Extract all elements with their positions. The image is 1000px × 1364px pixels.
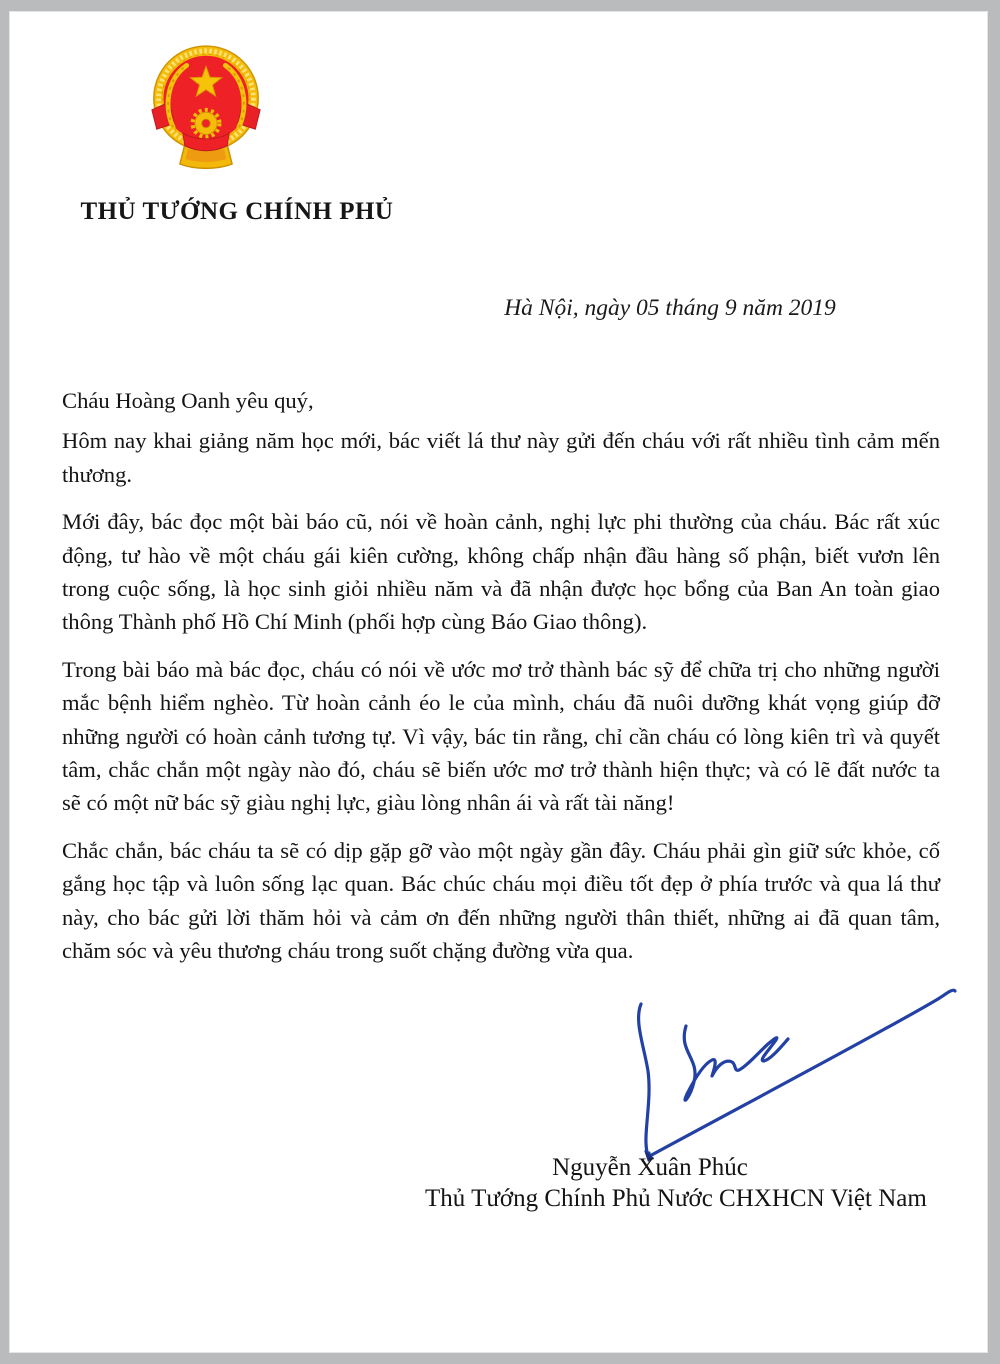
letter-paragraph: Chắc chắn, bác cháu ta sẽ có dịp gặp gỡ vào một ngày gần đây. Cháu phải gìn giữ sức khỏe, cố gắng học tập và luôn sống lạc quan. Bác chúc cháu mọi điều tốt đẹp ở phía trước và qua lá thư này, cho bác gửi lời thăm hỏi và cảm ơn đến những người thân thiết, những ai đã quan tâm, chăm sóc và yêu thương cháu trong suốt chặng đường vừa qua. bbox=[62, 837, 940, 964]
letter-paragraph: Trong bài báo mà bác đọc, cháu có nói về ước mơ trở thành bác sỹ để chữa trị cho những người mắc bệnh hiểm nghèo. Từ hoàn cảnh éo le của mình, cháu đã nuôi dưỡng khát vọng giúp đỡ những người có hoàn cảnh tương tự. Vì vậy, bác tin rằng, chỉ cần cháu có lòng kiên trì và quyết tâm, chắc chắn một ngày nào đó, cháu sẽ biến ước mơ trở thành hiện thực; và có lẽ đất nước ta sẽ có một nữ bác sỹ giàu nghị lực, giàu lòng nhân ái và rất tài năng! bbox=[62, 656, 940, 816]
signer-name: Nguyễn Xuân Phúc bbox=[552, 1154, 748, 1181]
org-title: THỦ TƯỚNG CHÍNH PHỦ bbox=[80, 198, 394, 225]
date-line: Hà Nội, ngày 05 tháng 9 năm 2019 bbox=[504, 295, 836, 321]
signer-title: Thủ Tướng Chính Phủ Nước CHXHCN Việt Nam bbox=[425, 1185, 927, 1212]
letter-body bbox=[62, 384, 940, 982]
greeting-line: Cháu Hoàng Oanh yêu quý, bbox=[62, 388, 314, 413]
handwritten-signature-icon bbox=[608, 974, 970, 1174]
signature-block bbox=[425, 1154, 927, 1213]
letter-page bbox=[9, 11, 988, 1353]
letter-paragraph: Hôm nay khai giảng năm học mới, bác viết lá thư này gửi đến cháu với rất nhiều tình cảm mến thương. bbox=[62, 428, 940, 487]
vietnam-national-emblem-icon bbox=[148, 40, 264, 172]
letter-paragraph: Mới đây, bác đọc một bài báo cũ, nói về hoàn cảnh, nghị lực phi thường của cháu. Bác rất xúc động, tư hào về một cháu gái kiên cường, không chấp nhận đầu hàng số phận, biết vươn lên trong cuộc sống, là học sinh giỏi nhiều năm và đã nhận được học bổng của Ban An toàn giao thông Thành phố Hồ Chí Minh (phối hợp cùng Báo Giao thông). bbox=[62, 509, 940, 635]
